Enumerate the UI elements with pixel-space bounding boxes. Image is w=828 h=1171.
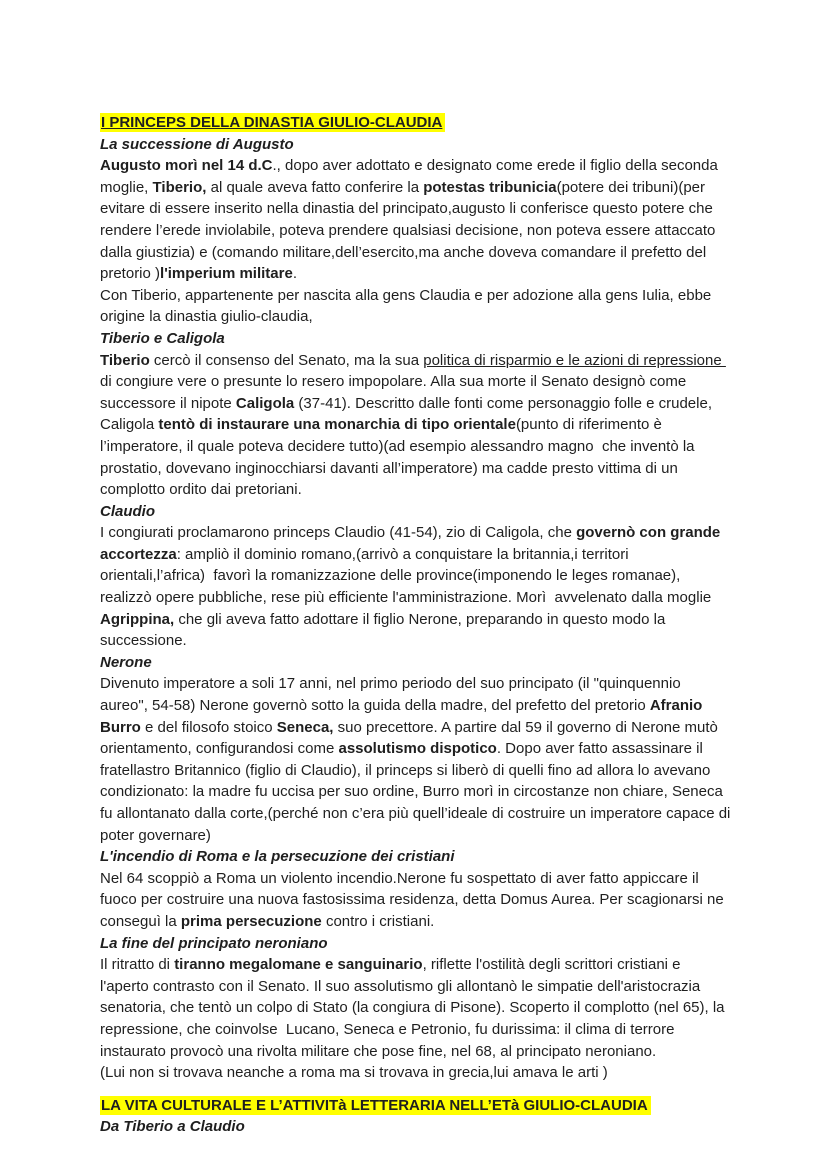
text-run: Nel 64 scoppiò a Roma un violento incendio.Nerone fu sospettato di aver fatto appiccare il fuoco per costruire una nuova fastosissima residenza, detta Domus Aurea. Per scagionarsi ne conseguì la — [100, 869, 728, 930]
text-run: (Lui non si trovava neanche a roma ma si trovava in grecia,lui amava le arti ) — [100, 1064, 608, 1082]
text-run: Con Tiberio, appartenente per nascita alla gens Claudia e per adozione alla gens Iulia, ebbe origine la dinastia giulio-claudia, — [100, 286, 716, 326]
paragraph — [100, 285, 731, 328]
text-run: , riflette l'ostilità degli scrittori cristiani e l'aperto contrasto con il Senato. Il suo assolutismo gli allontanò le simpatie dell'aristocrazia senatoria, che tentò un colpo di Stato (la congiura di Pisone). Scoperto il complotto (nel 65), la repressione, che coinvolse Lucano, Seneca e Petronio, fu durissima: il clima di terrore instaurato provocò una rivolta militare che pose fine, nel 68, al principato neroniano. — [100, 956, 729, 1060]
text-run: al quale aveva fatto conferire la — [206, 178, 424, 196]
paragraph — [100, 522, 731, 652]
text-run: di congiure vere o presunte lo resero impopolare. Alla sua morte il Senato designò come successore il nipote — [100, 373, 691, 412]
section-heading — [100, 112, 731, 134]
sub-heading: Tiberio e Caligola — [100, 329, 225, 347]
highlighted-heading-text: LA VITA CULTURALE E L’ATTIVITà LETTERARIA NELL’ETà GIULIO-CLAUDIA — [100, 1096, 651, 1115]
text-run: ., dopo aver adottato e designato come erede il figlio della seconda moglie, — [100, 157, 722, 196]
paragraph — [100, 954, 731, 1062]
text-run: potestas tribunicia — [423, 178, 557, 196]
text-run: cercò il consenso del Senato, ma la sua — [149, 351, 424, 369]
text-run: tentò di instaurare una monarchia di tipo orientale — [158, 416, 516, 434]
text-run: Agrippina, — [100, 610, 175, 628]
sub-heading: Da Tiberio a Claudio — [100, 1118, 245, 1136]
text-run: I congiurati proclamarono princeps Claudio (41-54), zio di Caligola, che — [100, 524, 577, 542]
text-run: Seneca, — [276, 718, 334, 736]
text-run: governò con grande accortezza — [100, 524, 725, 563]
sub-heading: Claudio — [100, 502, 155, 520]
text-run: : ampliò il dominio romano,(arrivò a conquistare la britannia,i territori orientali,l’africa) favorì la romanizzazione delle province(imponendo le leges romanae), realizzò opere pubbliche, rese più efficiente l'amministrazione. Morì avvelenato dalla moglie — [100, 545, 716, 607]
paragraph — [100, 155, 731, 285]
text-run: Caligola — [235, 394, 295, 412]
text-run: (37-41). Descritto dalle fonti come personaggio folle e crudele, Caligola — [100, 394, 717, 434]
text-run: suo precettore. A partire dal 59 il governo di Nerone mutò orientamento, configurandosi come — [100, 718, 723, 758]
text-run: . — [292, 265, 297, 283]
sub-heading: L'incendio di Roma e la persecuzione dei cristiani — [100, 848, 455, 866]
text-run: Afranio Burro — [100, 697, 707, 736]
text-run: (punto di riferimento è l’imperatore, il quale poteva decidere tutto)(ad esempio alessandro magno che inventò la prostatio, dovevano inginocchiarsi davanti all’imperatore) ma cadde presto vittima di un complotto ordito dai pretoriani. — [100, 416, 699, 499]
text-run: Augusto morì nel 14 d.C — [100, 157, 273, 175]
paragraph — [100, 868, 731, 933]
sub-heading: La fine del principato neroniano — [100, 934, 328, 952]
text-run: tiranno megalomane e sanguinario — [174, 956, 423, 974]
text-run: contro i cristiani. — [321, 912, 435, 930]
text-run: politica di risparmio e le azioni di repressione — [423, 351, 726, 369]
highlighted-heading-text: I PRINCEPS DELLA DINASTIA GIULIO-CLAUDIA — [100, 113, 445, 132]
text-run: . Dopo aver fatto assassinare il fratellastro Britannico (figlio di Claudio), il princeps si liberò di quelli fino ad allora lo avevano condizionato: la madre fu uccisa per suo ordine, Burro morì in circostanze non chiare, Seneca fu allontanato dalla corte,(perché non c’era più quell’ideale di costruire un imperatore capace di poter governare) — [100, 740, 735, 844]
text-run: prima persecuzione — [180, 912, 322, 930]
text-run: Il ritratto di — [100, 956, 175, 974]
sub-heading: La successione di Augusto — [100, 135, 294, 153]
text-run: assolutismo dispotico — [338, 740, 497, 758]
text-run: Tiberio — [100, 351, 150, 369]
document-content — [100, 112, 735, 1138]
text-run: Divenuto imperatore a soli 17 anni, nel primo periodo del suo principato (il "quinquennio aureo", 54-58) Nerone governò sotto la guida della madre, del prefetto del pretorio — [100, 675, 685, 715]
paragraph — [100, 673, 735, 846]
section-heading — [100, 1095, 731, 1117]
text-run: che gli aveva fatto adottare il figlio Nerone, preparando in questo modo la successione. — [100, 610, 670, 650]
paragraph — [100, 1062, 731, 1084]
text-run: Tiberio, — [152, 178, 207, 196]
text-run: (potere dei tribuni)(per evitare di essere inserito nella dinastia del principato,augusto li conferisce questo potere che rendere l’erede inviolabile, poteva prendere qualsiasi decisione, non poteva essere attaccato dalla giustizia) e (comando militare,dell’esercito,ma anche doveva comandare il prefetto del pretorio ) — [100, 178, 720, 283]
text-run: e del filosofo stoico — [140, 718, 277, 736]
text-run: l'imperium militare — [160, 265, 293, 283]
sub-heading: Nerone — [100, 653, 152, 671]
paragraph — [100, 350, 731, 501]
